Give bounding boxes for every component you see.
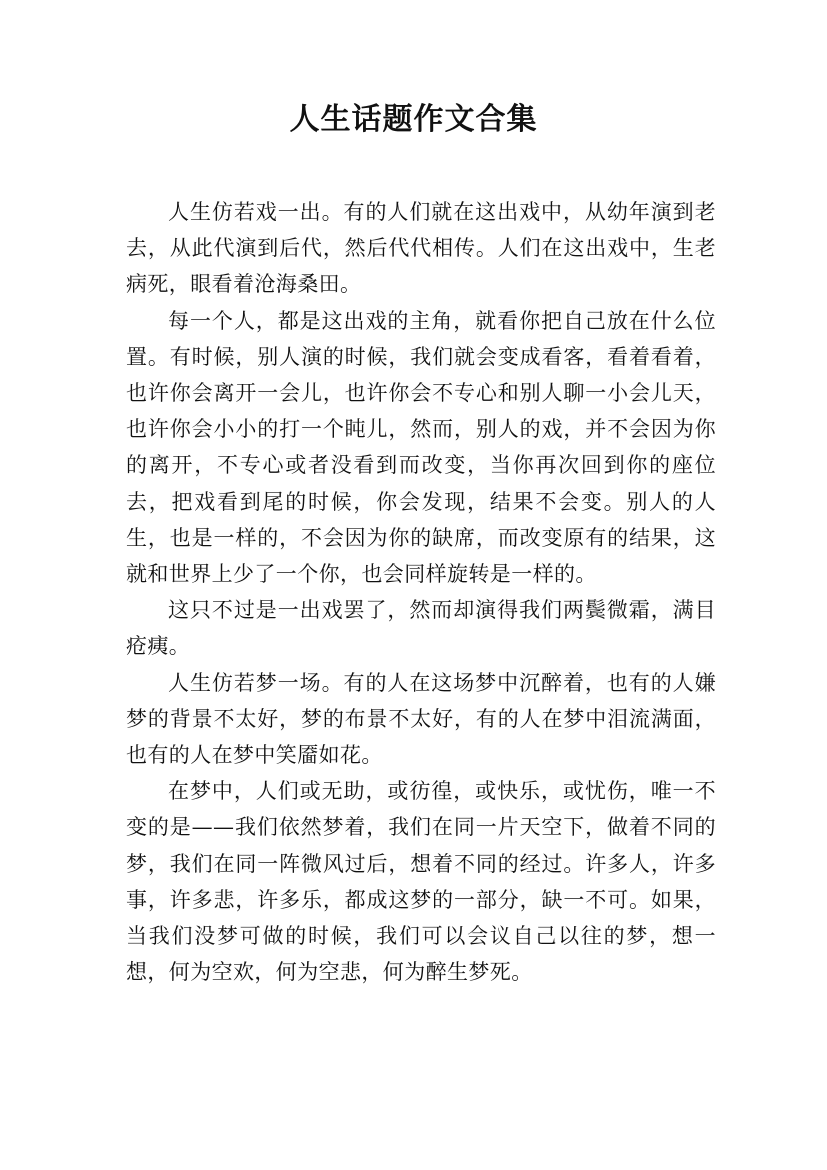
paragraph-4: 人生仿若梦一场。有的人在这场梦中沉醉着，也有的人嫌梦的背景不太好，梦的布景不太好，有的人在梦中泪流满面，也有的人在梦中笑靥如花。 xyxy=(126,670,716,768)
paragraph-1: 人生仿若戏一出。有的人们就在这出戏中，从幼年演到老去，从此代演到后代，然后代代相传。人们在这出戏中，生老病死，眼看着沧海桑田。 xyxy=(126,200,716,297)
document-title: 人生话题作文合集 xyxy=(289,102,538,137)
paragraph-5: 在梦中，人们或无助，或彷徨，或快乐，或忧伤，唯一不变的是——我们依然梦着，我们在同一片天空下，做着不同的梦，我们在同一阵微风过后，想着不同的经过。许多人，许多事，许多悲，许多乐，都成这梦的一部分，缺一不可。如果，当我们没梦可做的时候，我们可以会议自己以往的梦，想一想，何为空欢，何为空悲，何为醉生梦死。 xyxy=(126,779,716,985)
paragraph-2: 每一个人，都是这出戏的主角，就看你把自己放在什么位置。有时候，别人演的时候，我们就会变成看客，看着看着，也许你会离开一会儿，也许你会不专心和别人聊一小会儿天，也许你会小小的打一个盹儿，然而，别人的戏，并不会因为你的离开，不专心或者没看到而改变，当你再次回到你的座位去，把戏看到尾的时候，你会发现，结果不会变。别人的人生，也是一样的，不会因为你的缺席，而改变原有的结果，这就和世界上少了一个你，也会同样旋转是一样的。 xyxy=(126,308,716,587)
paragraph-3: 这只不过是一出戏罢了，然而却演得我们两鬓微霜，满目疮痍。 xyxy=(126,598,716,659)
document-body xyxy=(126,194,716,990)
